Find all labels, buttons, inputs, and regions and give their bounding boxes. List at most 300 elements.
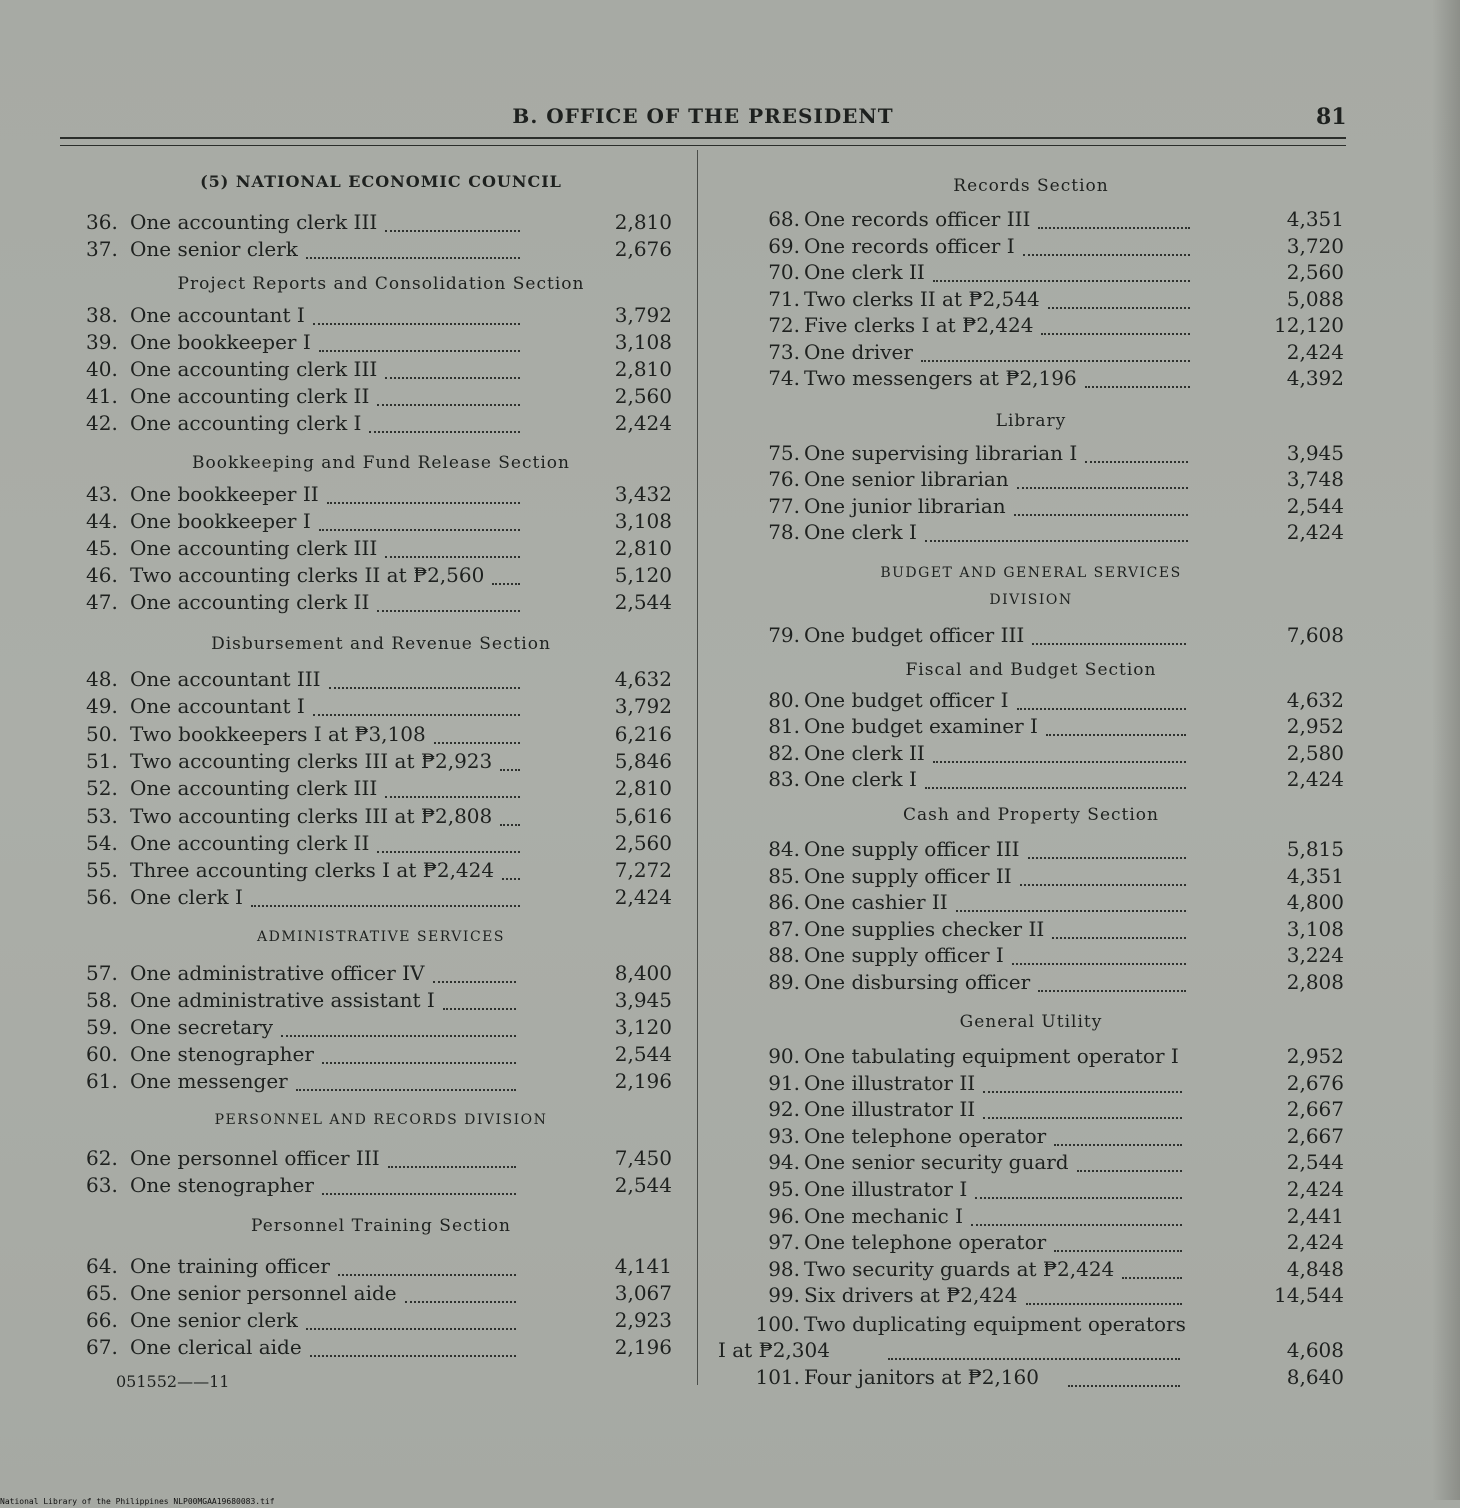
list-item <box>86 1281 676 1308</box>
item-number: 96. <box>768 1204 800 1228</box>
item-number: 41. <box>86 384 118 408</box>
item-amount: 2,667 <box>1286 1124 1344 1148</box>
item-number: 64. <box>86 1254 118 1278</box>
list-item <box>716 714 1346 741</box>
item-number: 74. <box>768 366 800 390</box>
item-number: 44. <box>86 509 118 533</box>
item-description: One secretary <box>130 1015 273 1039</box>
dot-leader <box>377 403 520 406</box>
dot-leader <box>1085 385 1190 388</box>
section-heading: Cash and Property Section <box>903 805 1159 825</box>
dot-leader <box>251 904 520 907</box>
list-item <box>86 210 676 237</box>
item-description: Three accounting clerks I at ₱2,424 <box>130 858 495 882</box>
item-number: 58. <box>86 988 118 1012</box>
item-amount: 2,808 <box>1286 970 1344 994</box>
item-description: Four janitors at ₱2,160 <box>804 1365 1039 1389</box>
dot-leader <box>385 795 520 798</box>
item-number: 90. <box>768 1044 800 1068</box>
item-description: One budget examiner I <box>804 714 1038 738</box>
dot-leader <box>281 1034 516 1037</box>
dot-leader <box>319 528 520 531</box>
item-amount: 2,810 <box>614 536 672 560</box>
column-divider <box>697 150 698 1385</box>
header-rule-thin <box>60 145 1346 146</box>
item-number: 39. <box>86 330 118 354</box>
list-item <box>716 1312 1346 1339</box>
item-description: One illustrator II <box>804 1097 976 1121</box>
item-description: One supply officer II <box>804 864 1012 888</box>
list-item <box>716 313 1346 340</box>
item-number: 60. <box>86 1042 118 1066</box>
item-number: 100. <box>755 1312 800 1336</box>
dot-leader <box>329 686 520 689</box>
item-number: 94. <box>768 1150 800 1174</box>
list-item <box>86 885 676 912</box>
item-description: Two accounting clerks III at ₱2,923 <box>130 749 493 773</box>
dot-leader <box>313 322 520 325</box>
dot-leader <box>933 760 1186 763</box>
list-item <box>716 441 1346 468</box>
list-item <box>86 411 676 438</box>
list-item <box>86 776 676 803</box>
item-amount: 14,544 <box>1274 1283 1344 1307</box>
item-number: 51. <box>86 749 118 773</box>
item-description: One clerk I <box>804 520 917 544</box>
item-amount: 2,424 <box>1286 1177 1344 1201</box>
item-description: One senior librarian <box>804 467 1009 491</box>
dot-leader <box>925 786 1186 789</box>
item-number: 38. <box>86 303 118 327</box>
dot-leader <box>433 980 516 983</box>
list-item <box>716 1177 1346 1204</box>
item-amount: 4,351 <box>1286 207 1344 231</box>
list-item <box>716 494 1346 521</box>
item-description: One mechanic I <box>804 1204 964 1228</box>
item-amount: 4,800 <box>1286 890 1344 914</box>
list-item <box>716 1257 1346 1284</box>
list-item <box>716 1071 1346 1098</box>
item-amount: 3,748 <box>1286 467 1344 491</box>
item-description: One stenographer <box>130 1173 314 1197</box>
item-amount: 3,108 <box>614 509 672 533</box>
list-item <box>716 520 1346 547</box>
list-item <box>86 1015 676 1042</box>
section-heading: ADMINISTRATIVE SERVICES <box>257 929 505 945</box>
item-number: 87. <box>768 917 800 941</box>
item-amount: 4,632 <box>614 667 672 691</box>
item-number: 54. <box>86 831 118 855</box>
item-description: One illustrator II <box>804 1071 976 1095</box>
item-amount: 2,560 <box>614 831 672 855</box>
item-amount: 3,945 <box>1286 441 1344 465</box>
list-item <box>716 1204 1346 1231</box>
dot-leader <box>385 555 520 558</box>
dot-leader <box>1023 253 1190 256</box>
item-description: One accounting clerk III <box>130 536 378 560</box>
dot-leader <box>1041 332 1190 335</box>
item-description: One supplies checker II <box>804 917 1045 941</box>
item-amount: 7,272 <box>614 858 672 882</box>
item-number: 88. <box>768 943 800 967</box>
item-amount: 5,088 <box>1286 287 1344 311</box>
list-item <box>716 207 1346 234</box>
item-description: One personnel officer III <box>130 1146 380 1170</box>
item-amount: 2,544 <box>614 1042 672 1066</box>
dot-leader <box>1017 486 1188 489</box>
item-number: 71. <box>768 287 800 311</box>
list-item <box>716 234 1346 261</box>
list-item <box>716 970 1346 997</box>
dot-leader <box>1032 642 1186 645</box>
item-number: 89. <box>768 970 800 994</box>
item-description: One telephone operator <box>804 1124 1047 1148</box>
item-number: 52. <box>86 776 118 800</box>
dot-leader <box>1020 883 1186 886</box>
dot-leader <box>1122 1276 1182 1279</box>
item-amount: 8,640 <box>1286 1365 1344 1389</box>
item-amount: 6,216 <box>614 722 672 746</box>
item-description: One senior personnel aide <box>130 1281 397 1305</box>
item-description: One junior librarian <box>804 494 1006 518</box>
item-number: 42. <box>86 411 118 435</box>
dot-leader <box>313 713 520 716</box>
item-amount: 7,450 <box>614 1146 672 1170</box>
dot-leader <box>971 1223 1182 1226</box>
item-description: One bookkeeper II <box>130 482 319 506</box>
item-description: One stenographer <box>130 1042 314 1066</box>
item-number: 56. <box>86 885 118 909</box>
header-rule <box>60 137 1346 139</box>
item-description: Two bookkeepers I at ₱3,108 <box>130 722 426 746</box>
list-item <box>716 890 1346 917</box>
list-item <box>86 1173 676 1200</box>
list-item <box>716 260 1346 287</box>
item-description: One clerk II <box>804 741 925 765</box>
dot-leader <box>310 1354 516 1357</box>
item-amount: 3,945 <box>614 988 672 1012</box>
dot-leader <box>933 279 1190 282</box>
item-amount: 3,792 <box>614 694 672 718</box>
item-description: One supply officer III <box>804 837 1020 861</box>
item-description: One clerk I <box>804 767 917 791</box>
item-description: One accounting clerk I <box>130 411 362 435</box>
dot-leader <box>983 1116 1182 1119</box>
item-number: 72. <box>768 313 800 337</box>
dot-leader <box>1017 707 1186 710</box>
section-heading: General Utility <box>959 1012 1103 1032</box>
list-item <box>86 961 676 988</box>
item-description: Two messengers at ₱2,196 <box>804 366 1077 390</box>
item-amount: 5,815 <box>1286 837 1344 861</box>
list-item <box>86 858 676 885</box>
item-amount: 4,141 <box>614 1254 672 1278</box>
section-heading: DIVISION <box>989 592 1073 608</box>
list-item <box>716 340 1346 367</box>
dot-leader <box>322 1192 516 1195</box>
list-item <box>716 366 1346 393</box>
dot-leader <box>377 609 520 612</box>
dot-leader <box>1028 856 1186 859</box>
item-description: One records officer I <box>804 234 1015 258</box>
dot-leader <box>306 256 520 259</box>
item-description: One accounting clerk II <box>130 384 370 408</box>
item-number: 46. <box>86 563 118 587</box>
dot-leader <box>319 349 520 352</box>
item-amount: 3,067 <box>614 1281 672 1305</box>
section-heading: Personnel Training Section <box>251 1216 511 1236</box>
list-item <box>716 1150 1346 1177</box>
dot-leader <box>502 877 520 880</box>
item-number: 93. <box>768 1124 800 1148</box>
list-item <box>86 988 676 1015</box>
item-description: One senior clerk <box>130 237 298 261</box>
item-number: 95. <box>768 1177 800 1201</box>
dot-leader <box>1054 1143 1182 1146</box>
list-item <box>86 357 676 384</box>
item-amount: 3,224 <box>1286 943 1344 967</box>
dot-leader <box>405 1300 516 1303</box>
dot-leader <box>1046 733 1186 736</box>
item-amount: 2,544 <box>614 1173 672 1197</box>
item-number: 99. <box>768 1283 800 1307</box>
item-description: One records officer III <box>804 207 1031 231</box>
list-item <box>716 1044 1346 1071</box>
item-number: 36. <box>86 210 118 234</box>
dot-leader <box>385 376 520 379</box>
item-number: 55. <box>86 858 118 882</box>
item-number: 40. <box>86 357 118 381</box>
item-number: 77. <box>768 494 800 518</box>
item-amount: 4,848 <box>1286 1257 1344 1281</box>
list-item <box>86 749 676 776</box>
list-item <box>716 917 1346 944</box>
list-item <box>716 688 1346 715</box>
item-amount: 3,108 <box>1286 917 1344 941</box>
list-item <box>86 831 676 858</box>
dot-leader <box>1052 936 1186 939</box>
item-number: 85. <box>768 864 800 888</box>
dot-leader <box>1077 1169 1182 1172</box>
item-number: 86. <box>768 890 800 914</box>
item-number: 78. <box>768 520 800 544</box>
list-item <box>716 837 1346 864</box>
dot-leader <box>983 1090 1182 1093</box>
item-amount: 2,424 <box>1286 767 1344 791</box>
item-amount: 2,196 <box>614 1335 672 1359</box>
item-description: Two accounting clerks III at ₱2,808 <box>130 804 493 828</box>
item-description: Two duplicating equipment operators <box>804 1312 1186 1336</box>
item-description: One senior clerk <box>130 1308 298 1332</box>
print-code: 051552——11 <box>116 1372 230 1391</box>
item-amount: 2,676 <box>1286 1071 1344 1095</box>
list-item <box>86 804 676 831</box>
item-description: Two security guards at ₱2,424 <box>804 1257 1115 1281</box>
dot-leader <box>1012 962 1186 965</box>
list-item <box>86 303 676 330</box>
item-amount: 5,846 <box>614 749 672 773</box>
item-amount: 2,810 <box>614 357 672 381</box>
item-number: 61. <box>86 1069 118 1093</box>
list-item <box>86 1042 676 1069</box>
list-item <box>86 722 676 749</box>
item-description: One telephone operator <box>804 1230 1047 1254</box>
item-description: Two clerks II at ₱2,544 <box>804 287 1040 311</box>
dot-leader <box>1048 306 1190 309</box>
dot-leader <box>306 1327 516 1330</box>
dot-leader <box>500 823 520 826</box>
item-amount: 8,400 <box>614 961 672 985</box>
item-number: 48. <box>86 667 118 691</box>
item-description-continued: I at ₱2,304 <box>718 1338 830 1362</box>
item-amount: 3,120 <box>614 1015 672 1039</box>
section-heading: Fiscal and Budget Section <box>905 660 1157 680</box>
list-item <box>86 590 676 617</box>
item-number: 79. <box>768 623 800 647</box>
dot-leader <box>327 501 520 504</box>
list-item <box>716 864 1346 891</box>
item-amount: 5,616 <box>614 804 672 828</box>
dot-leader <box>1068 1384 1180 1387</box>
item-description: One budget officer I <box>804 688 1009 712</box>
item-number: 62. <box>86 1146 118 1170</box>
list-item <box>86 536 676 563</box>
item-number: 81. <box>768 714 800 738</box>
item-amount: 2,544 <box>614 590 672 614</box>
list-item <box>716 623 1346 650</box>
item-amount: 4,608 <box>1286 1338 1344 1362</box>
item-description: One accounting clerk III <box>130 776 378 800</box>
list-item <box>716 943 1346 970</box>
dot-leader <box>1085 460 1188 463</box>
item-number: 75. <box>768 441 800 465</box>
item-description: One budget officer III <box>804 623 1025 647</box>
item-number: 80. <box>768 688 800 712</box>
item-description: Five clerks I at ₱2,424 <box>804 313 1034 337</box>
section-title: (5) NATIONAL ECONOMIC COUNCIL <box>200 172 562 191</box>
item-number: 63. <box>86 1173 118 1197</box>
item-amount: 5,120 <box>614 563 672 587</box>
item-amount: 2,952 <box>1286 1044 1344 1068</box>
item-amount: 2,810 <box>614 210 672 234</box>
item-description: One clerk II <box>804 260 925 284</box>
item-amount: 2,544 <box>1286 494 1344 518</box>
item-amount: 7,608 <box>1286 623 1344 647</box>
list-item <box>86 1146 676 1173</box>
list-item <box>86 667 676 694</box>
dot-leader <box>385 229 520 232</box>
item-amount: 3,792 <box>614 303 672 327</box>
section-heading: PERSONNEL AND RECORDS DIVISION <box>214 1112 548 1128</box>
list-item <box>86 482 676 509</box>
list-item <box>716 1124 1346 1151</box>
item-description: One bookkeeper I <box>130 509 311 533</box>
item-number: 43. <box>86 482 118 506</box>
item-number: 49. <box>86 694 118 718</box>
item-description: One supply officer I <box>804 943 1004 967</box>
dot-leader <box>975 1196 1182 1199</box>
item-amount: 4,351 <box>1286 864 1344 888</box>
item-number: 53. <box>86 804 118 828</box>
item-description: One administrative assistant I <box>130 988 435 1012</box>
item-description: Six drivers at ₱2,424 <box>804 1283 1018 1307</box>
item-amount: 3,108 <box>614 330 672 354</box>
item-description: One driver <box>804 340 913 364</box>
item-number: 37. <box>86 237 118 261</box>
item-description: One bookkeeper I <box>130 330 311 354</box>
item-number: 67. <box>86 1335 118 1359</box>
item-description: One accountant III <box>130 667 321 691</box>
section-heading: Project Reports and Consolidation Section <box>177 274 585 294</box>
item-amount: 2,424 <box>1286 340 1344 364</box>
page-number: 81 <box>1316 104 1347 130</box>
list-item <box>716 1230 1346 1257</box>
dot-leader <box>1038 989 1186 992</box>
item-number: 50. <box>86 722 118 746</box>
item-number: 82. <box>768 741 800 765</box>
dot-leader <box>369 430 520 433</box>
section-heading: Bookkeeping and Fund Release Section <box>192 453 570 473</box>
dot-leader <box>434 741 520 744</box>
dot-leader <box>921 359 1190 362</box>
list-item <box>716 741 1346 768</box>
dot-leader <box>322 1061 516 1064</box>
dot-leader <box>1014 513 1188 516</box>
dot-leader <box>443 1007 516 1010</box>
item-description: One messenger <box>130 1069 288 1093</box>
dot-leader <box>1026 1302 1182 1305</box>
section-heading: Disbursement and Revenue Section <box>211 634 551 654</box>
item-description: One illustrator I <box>804 1177 968 1201</box>
dot-leader <box>925 539 1188 542</box>
item-description: One accounting clerk II <box>130 831 370 855</box>
dot-leader <box>888 1357 1180 1360</box>
dot-leader <box>956 909 1186 912</box>
item-amount: 2,196 <box>614 1069 672 1093</box>
item-description: One disbursing officer <box>804 970 1031 994</box>
dot-leader <box>296 1088 516 1091</box>
item-amount: 2,424 <box>1286 520 1344 544</box>
item-description: One training officer <box>130 1254 330 1278</box>
item-description: One senior security guard <box>804 1150 1069 1174</box>
item-number: 66. <box>86 1308 118 1332</box>
section-heading: Library <box>995 411 1067 431</box>
dot-leader <box>1054 1249 1182 1252</box>
list-item <box>86 237 676 264</box>
item-amount: 2,424 <box>614 411 672 435</box>
item-description: One clerical aide <box>130 1335 302 1359</box>
item-amount: 2,676 <box>614 237 672 261</box>
dot-leader <box>338 1273 516 1276</box>
list-item <box>716 767 1346 794</box>
list-item <box>86 1335 676 1362</box>
item-number: 57. <box>86 961 118 985</box>
item-amount: 4,632 <box>1286 688 1344 712</box>
item-amount: 2,424 <box>1286 1230 1344 1254</box>
list-item-continuation <box>716 1338 1346 1365</box>
list-item <box>86 1308 676 1335</box>
list-item <box>86 1254 676 1281</box>
section-heading: Records Section <box>953 176 1109 196</box>
item-number: 84. <box>768 837 800 861</box>
dot-leader <box>388 1165 516 1168</box>
item-number: 45. <box>86 536 118 560</box>
page-edge-shadow <box>1432 0 1460 1500</box>
dot-leader <box>1038 226 1190 229</box>
item-amount: 2,560 <box>1286 260 1344 284</box>
item-number: 59. <box>86 1015 118 1039</box>
item-amount: 2,952 <box>1286 714 1344 738</box>
